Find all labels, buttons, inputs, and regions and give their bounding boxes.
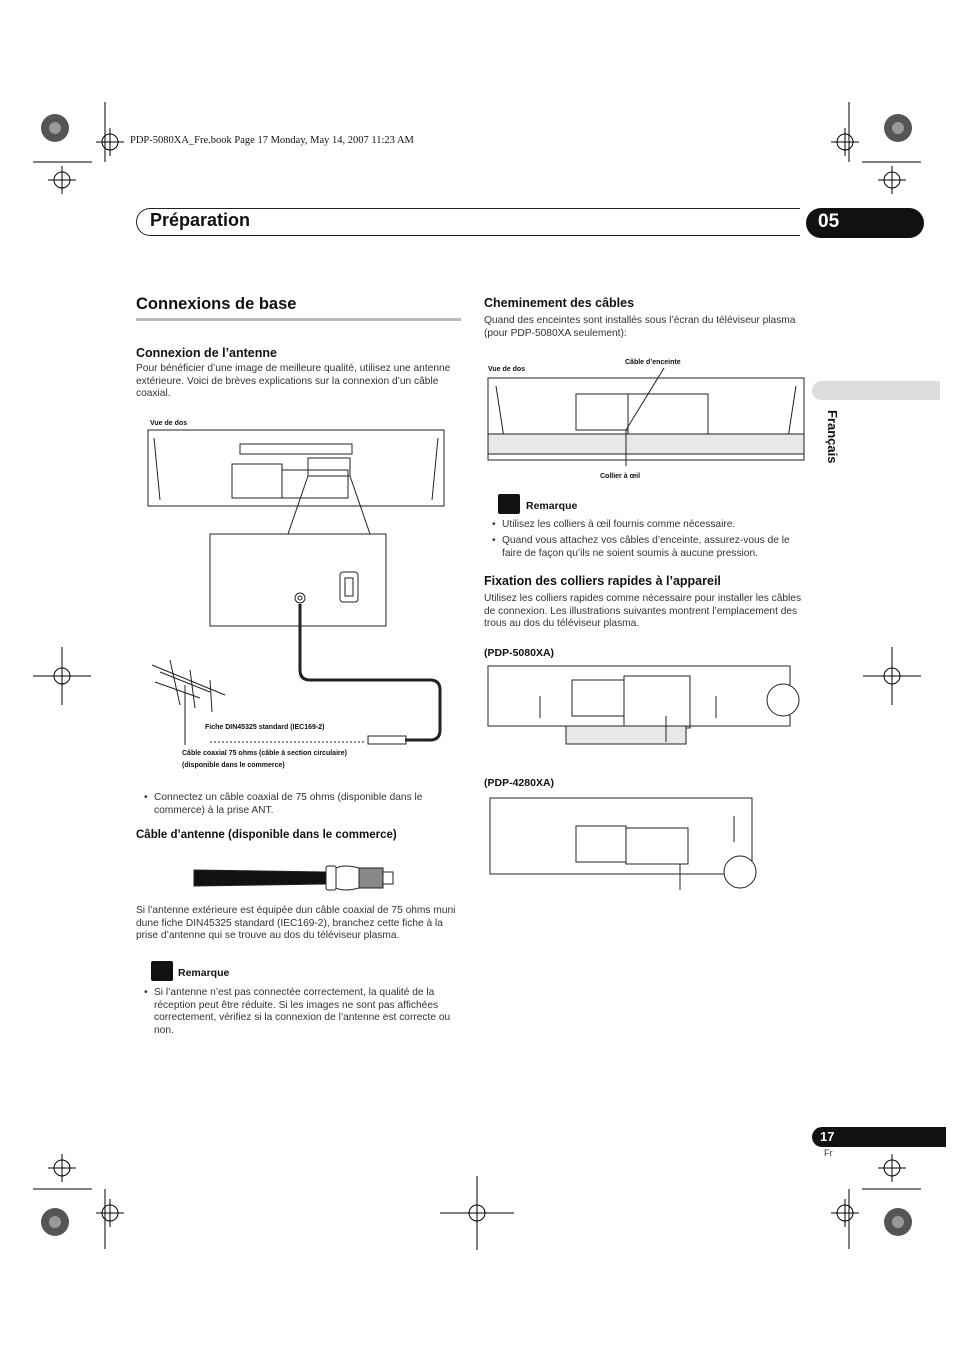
routing-intro: Quand des enceintes sont installés sous l’écran du téléviseur plasma (pour PDP-5080XA seulement): (484, 315, 796, 339)
routing-title: Cheminement des câbles (484, 296, 635, 310)
section-title: Connexions de base (136, 295, 297, 313)
page-number: 17 (812, 1127, 946, 1147)
note-bullet-right-2: • Quand vous attachez vos câbles d’enceinte, assurez-vous de le faire de façon qu’ils ne soient soumis à aucune pression. (492, 535, 808, 560)
note-pencil-icon (151, 961, 173, 981)
caption-plug: Fiche DIN45325 standard (IEC169-2) (205, 724, 325, 731)
fixing-intro: Utilisez les colliers rapides comme nécessaire pour installer les câbles de connexion. Les illustrations suivantes montrent l’emplacement des trous au dos du téléviseur plasma. (484, 593, 802, 630)
model-b-diagram (490, 798, 790, 888)
caption-rear-view-right: Vue de dos (488, 366, 526, 373)
caption-cable-line2: (disponible dans le commerce) (182, 762, 285, 769)
chapter-number: 05 (806, 208, 924, 238)
antenna-title: Connexion de l’antenne (136, 346, 277, 360)
page-language: Fr (824, 1148, 833, 1158)
caption-eye-clamp: Collier à œil (600, 473, 641, 480)
antenna-connection-diagram (140, 430, 470, 760)
note-label-right: Remarque (526, 500, 578, 512)
note-bullet-left: • Si l’antenne n’est pas connectée correctement, la qualité de la réception peut être réduite. Si les images ne sont pas affichées correctement, vérifiez si la connexion de l’antenne est correcte ou non. (144, 987, 460, 1037)
caption-rear-view-left: Vue de dos (150, 420, 188, 427)
antenna-cable-illustration (194, 858, 414, 898)
model-b-label: (PDP-4280XA) (484, 777, 555, 789)
section-rule (136, 318, 461, 321)
caption-speaker-cable: Câble d’enceinte (625, 359, 681, 366)
antenna-bullet: • Connectez un câble coaxial de 75 ohms (disponible dans le commerce) à la prise ANT. (144, 792, 456, 817)
cable-paragraph: Si l’antenne extérieure est équipée dun câble coaxial de 75 ohms muni dune fiche DIN45325 standard (IEC169-2), branchez cette fiche à la prise d’antenne qui se trouve au dos du téléviseur plasma. (136, 905, 456, 942)
cable-title: Câble d’antenne (disponible dans le commerce) (136, 829, 397, 841)
model-a-label: (PDP-5080XA) (484, 647, 555, 659)
note-bullet-right-1: • Utilisez les colliers à œil fournis comme nécessaire. (492, 519, 808, 532)
book-info: PDP-5080XA_Fre.book Page 17 Monday, May 14, 2007 11:23 AM (130, 135, 414, 146)
model-a-diagram (488, 666, 808, 756)
caption-cable-line1: Câble coaxial 75 ohms (câble à section circulaire) (182, 750, 347, 757)
fixing-title: Fixation des colliers rapides à l’appareil (484, 574, 721, 588)
language-label: Français (825, 410, 840, 464)
note-label-left: Remarque (178, 967, 230, 979)
chapter-title: Préparation (150, 210, 251, 230)
language-tab (812, 381, 940, 400)
note-pencil-icon-right (498, 494, 520, 514)
antenna-intro: Pour bénéficier d’une image de meilleure qualité, utilisez une antenne extérieure. Voici de brèves explications sur la connexion d’un câble coaxial. (136, 363, 451, 400)
cable-routing-diagram (488, 368, 808, 478)
